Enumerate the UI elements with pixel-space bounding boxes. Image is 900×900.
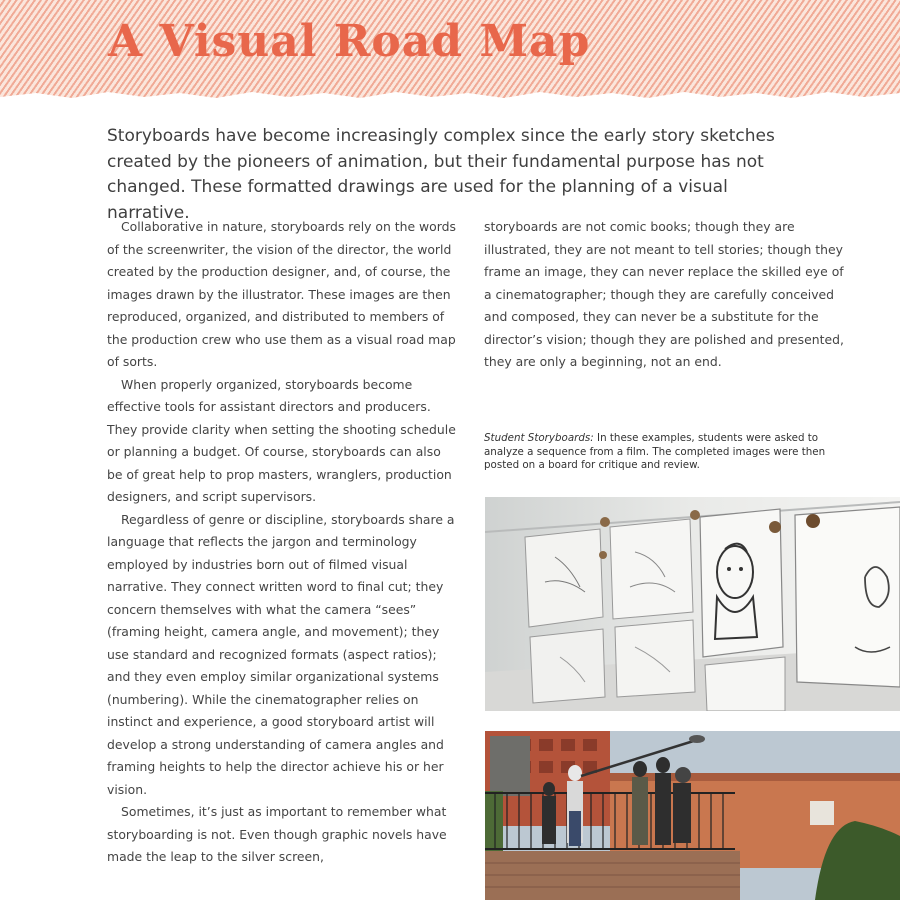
- caption-lead: Student Storyboards:: [484, 432, 594, 444]
- body-paragraph: Collaborative in nature, storyboards rely on the words of the screenwriter, the vision of the director, the world created by the production designer, and, of course, the images drawn by the illustrator. These images are then reproduced, organized, and distributed to members of the production crew who use them as a visual road map of sorts.: [107, 219, 456, 369]
- intro-paragraph: Storyboards have become increasingly complex since the early story sketches created by the pioneers of animation, but their fundamental purpose has not changed. These formatted drawings are used for the planning of a visual narrative.: [107, 126, 775, 223]
- storyboard-wall-photo: [485, 497, 900, 711]
- body-paragraph: Regardless of genre or discipline, storyboards share a language that reflects the jargon and terminology employed by industries born out of filmed visual narrative. They connect written word to final cut; they concern themselves with what the camera “sees” (framing height, camera angle, and movement); they use standard and recognized formats (aspect ratios); and they even employ similar organizational systems (numbering). While the cinematographer relies on instinct and experience, a good storyboard artist will develop a strong understanding of camera angles and framing heights to help the director achieve his or her vision.: [107, 511, 455, 797]
- caption-text: In these examples, students were asked to analyze a sequence from a film. The completed images were then posted on a board for critique and review.: [484, 432, 826, 471]
- body-paragraph: When properly organized, storyboards become effective tools for assistant directors and producers. They provide clarity when setting the shooting schedule or planning a budget. Of course, storyboards can also be of great help to prop masters, wranglers, production designers, and script supervisors.: [107, 376, 456, 504]
- body-column-right: [484, 216, 844, 374]
- body-column-left: [107, 216, 457, 869]
- film-crew-photo: [485, 731, 900, 900]
- photo-caption: [484, 432, 839, 473]
- body-paragraph-continued: storyboards are not comic books; though they are illustrated, they are not meant to tell stories; though they frame an image, they can never replace the skilled eye of a cinematographer; though they are carefully conceived and composed, they can never be a substitute for the director’s vision; though they are polished and presented, they are only a beginning, not an end.: [484, 219, 844, 369]
- page-title: A Visual Road Map: [108, 16, 591, 67]
- body-paragraph: Sometimes, it’s just as important to remember what storyboarding is not. Even though graphic novels have made the leap to the silver screen,: [107, 804, 447, 864]
